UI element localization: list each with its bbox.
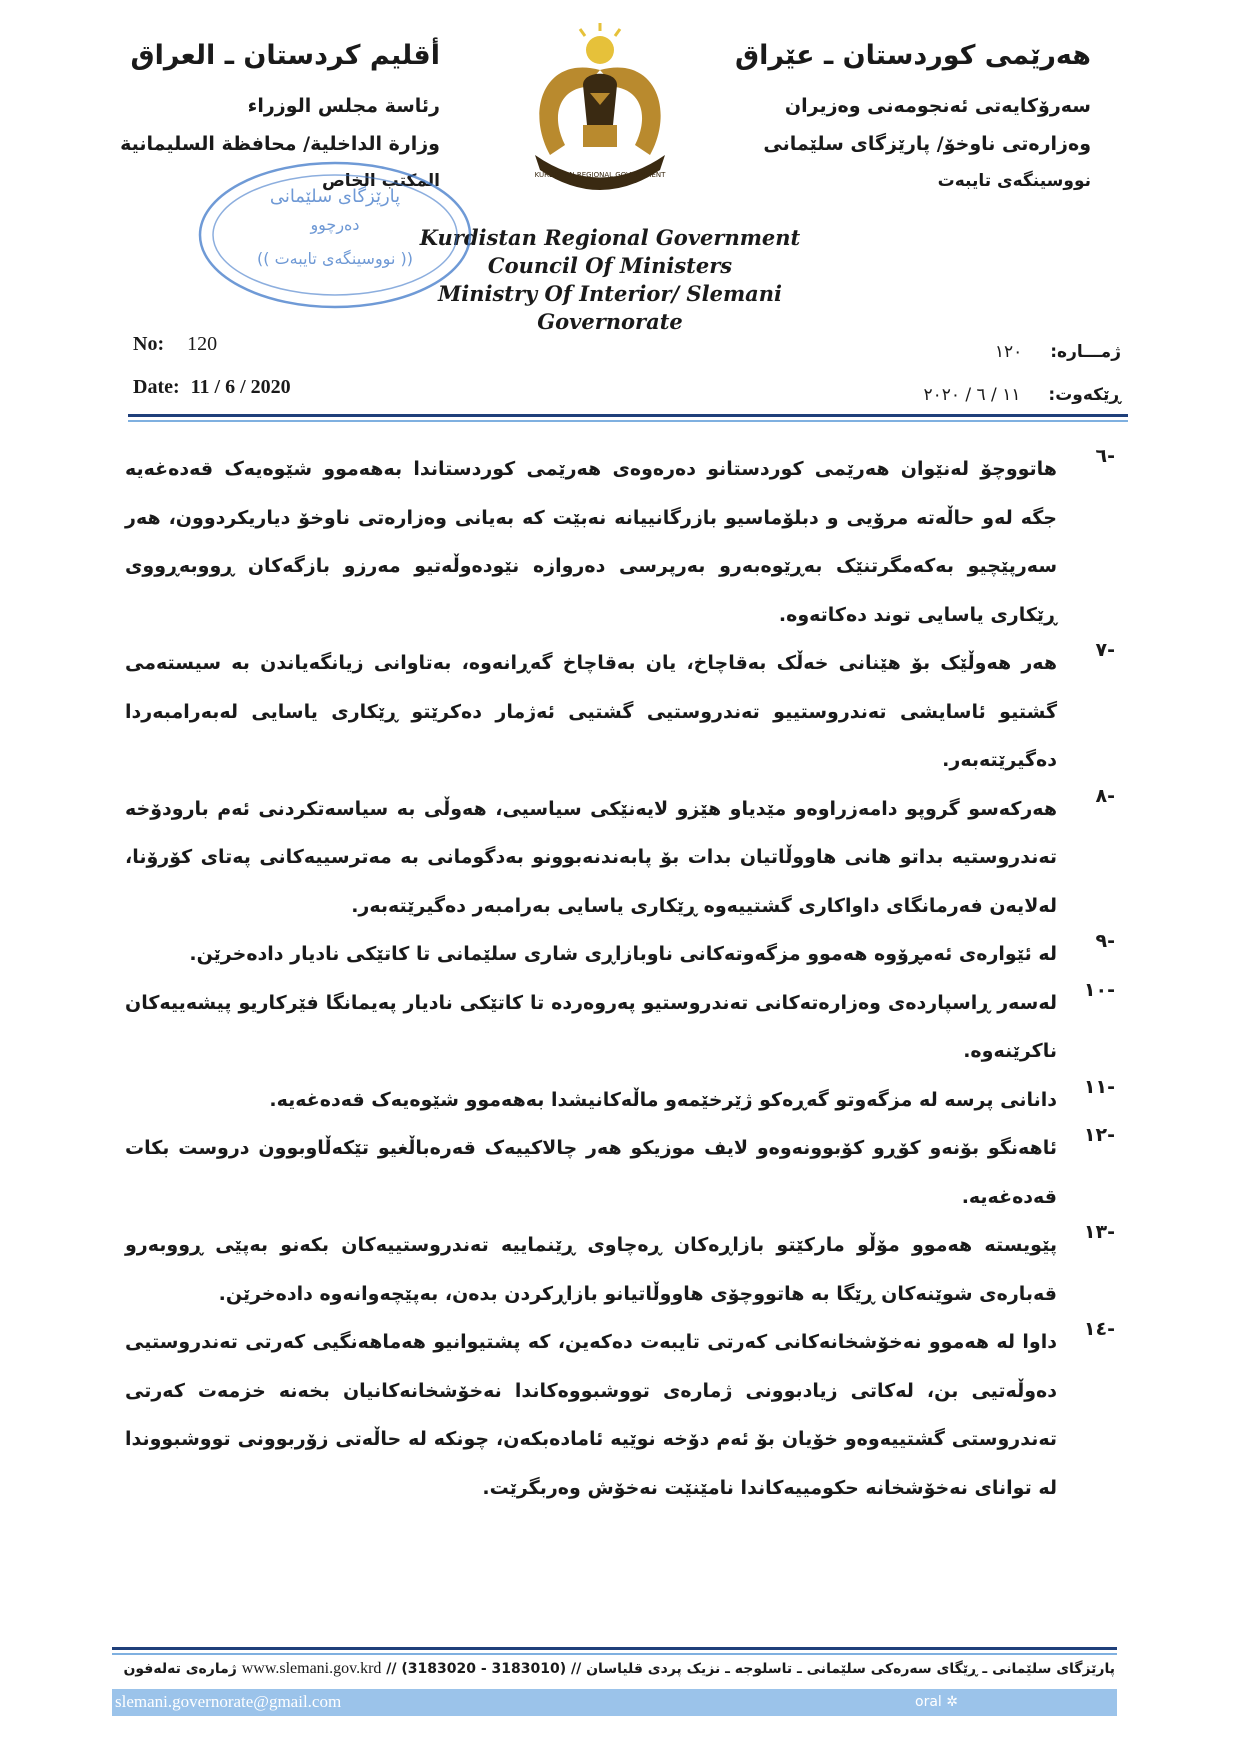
official-stamp: [195, 150, 485, 320]
kurdish-council-line: سەرۆکایەتی ئەنجومەنی وەزیران: [784, 95, 1091, 117]
date-value: 11 / 6 / 2020: [190, 376, 291, 398]
reference-number: [133, 333, 217, 356]
flower-icon: ✲: [946, 1694, 958, 1710]
english-govt-line: Kurdistan Regional Government: [419, 225, 801, 250]
item-number: -١٢: [1083, 1124, 1115, 1146]
footer-contact-line: پارێزگای سلێمانی ـ ڕێگای سەرەکی سلێمانی ـ تاسلوجە ـ نزیک پردی قلیاسان // www.slemani.gov.krd // (3183020 - 3183010) ژمارەی تەلەفون: [123, 1660, 1115, 1677]
header-divider-light: [128, 420, 1128, 422]
item-number: -٨: [1095, 784, 1115, 807]
kurdish-ministry-line: وەزارەتی ناوخۆ/ پارێزگای سلێمانی: [763, 133, 1091, 155]
list-item: [125, 930, 1115, 979]
arabic-ministry-line: وزارة الداخلية/ محافظة السليمانية: [120, 133, 440, 155]
reference-date-kurdish: [923, 385, 1121, 405]
emblem-caption: KURDISTAN REGIONAL GOVERNMENT: [534, 171, 666, 179]
item-number: -١٠: [1083, 978, 1115, 1001]
date-label: Date:: [133, 376, 180, 398]
list-item: [125, 1076, 1115, 1125]
item-text: دانانی پرسە لە مزگەوتو گەڕەکو ژێرخێمەو ماڵەکانیشدا بەهەموو شێوەیەک قەدەغەیە.: [269, 1088, 1057, 1111]
item-text: ئاهەنگو بۆنەو کۆڕو کۆبوونەوەو لایف موزیکو هەر چالاکییەک قەرەباڵغیو تێکەڵاوبوون دروست بکات قەدەغەیە.: [125, 1137, 1057, 1208]
no-value: 120: [187, 333, 218, 355]
item-text: هاتووچۆ لەنێوان هەرێمی کوردستانو دەرەوەی هەرێمی کوردستاندا بەهەموو شێوەیەک قەدەغەیە جگە لەو حاڵەتە مرۆیی و دبلۆماسیو بازرگانییانە نەبێت کە بەیانی وەزارەتی ناوخۆ دیاریکردوون، هەر سەرپێچیو بەکەمگرتنێک بەڕێوەبەرو بەرپرسی دەروازە نێودەوڵەتیو مەرزو بازگەکان ڕووبەڕووی ڕێکاری یاسایی توند دەکاتەوە.: [125, 458, 1057, 626]
list-item: [125, 1221, 1115, 1318]
date-value-kurdish: ١١ / ٦ / ٢٠٢٠: [923, 385, 1021, 405]
kurdish-header: [735, 40, 1091, 207]
footer-brand-label: oral: [915, 1694, 942, 1710]
arabic-office-line: المكتب الخاص: [321, 171, 440, 191]
arabic-council-line: رئاسة مجلس الوزراء: [247, 95, 440, 117]
footer-email[interactable]: slemani.governorate@gmail.com: [115, 1692, 342, 1711]
list-item: [125, 1318, 1115, 1512]
kurdish-region-title: هەرێمی کوردستان ـ عێراق: [734, 40, 1091, 71]
reference-number-kurdish: [995, 342, 1121, 362]
footer-address: پارێزگای سلێمانی ـ ڕێگای سەرەکی سلێمانی ـ تاسلوجە ـ نزیک پردی قلیاسان: [586, 1661, 1115, 1677]
arabic-region-title: أقليم كردستان ـ العراق: [130, 40, 440, 71]
stamp-line-3: (( نووسینگەی تایبەت )): [257, 249, 413, 268]
number-label-kurdish: ژمـــارە:: [1050, 342, 1121, 362]
item-text: لە ئێوارەی ئەمڕۆوە هەموو مزگەوتەکانی ناوبازاڕی شاری سلێمانی تا کاتێکی نادیار دادەخرێن.: [189, 943, 1057, 965]
item-number: -٩: [1095, 930, 1115, 952]
number-value-kurdish: ١٢٠: [994, 342, 1023, 362]
list-item: [125, 1124, 1115, 1221]
item-number: -٦: [1095, 445, 1115, 467]
reference-date: [133, 376, 291, 399]
item-number: -١٤: [1083, 1318, 1115, 1340]
item-number: -١٣: [1083, 1221, 1115, 1243]
item-number: -٧: [1095, 639, 1115, 661]
footer-divider-light: [112, 1653, 1117, 1655]
stamp-line-2: دەرچوو: [310, 215, 360, 234]
footer-website[interactable]: www.slemani.gov.krd: [241, 1660, 382, 1677]
footer-divider-dark: [112, 1647, 1117, 1650]
list-item: [125, 445, 1115, 639]
stamp-line-1: پارێزگای سلێمانی: [269, 186, 401, 207]
item-text: پێویستە هەموو مۆڵو مارکێتو بازاڕەکان ڕەچاوی ڕێنماییە تەندروستییەکان بکەنو بەپێی ڕووبەرو قەبارەی شوێنەکان ڕێگا بە هاتووچۆی هاووڵاتیانو بازاڕکردن بدەن، بەپێچەوانەوە دادەخرێن.: [125, 1234, 1057, 1305]
item-number: -١١: [1083, 1075, 1115, 1098]
list-item: [125, 979, 1115, 1076]
kurdish-office-line: نووسینگەی تایبەت: [937, 171, 1091, 191]
date-label-kurdish: ڕێکەوت:: [1048, 385, 1121, 405]
list-item: [125, 785, 1115, 931]
english-ministry-line: Ministry Of Interior/ Slemani Governorate: [437, 281, 783, 334]
no-label: No:: [133, 333, 165, 355]
english-council-line: Council Of Ministers: [487, 253, 733, 278]
document-body: [125, 445, 1115, 1512]
item-text: لەسەر ڕاسپاردەی وەزارەتەکانی تەندروستیو پەروەردە تا کاتێکی نادیار پەیمانگا فێرکاریو پیشەییەکان ناکرێنەوە.: [125, 991, 1057, 1062]
krg-emblem-logo: [505, 15, 695, 215]
item-text: داوا لە هەموو نەخۆشخانەکانی کەرتی تایبەت دەکەین، کە پشتیوانیو هەماهەنگیی کەرتی تەندروستیی دەوڵەتیی بن، لەکاتی زیادبوونی ژمارەی تووشبووەکاندا نەخۆشخانەکانیان بخەنە خزمەت کەرتی تەندروستی گشتییەوەو خۆیان بۆ ئەم دۆخە نوێیە ئامادەبکەن، چونکە لە حاڵەتی زۆربوونی تووشبووندا لە توانای نەخۆشخانە حکومییەکاندا نامێنێت نەخۆش وەربگرێت.: [125, 1331, 1057, 1499]
list-item: [125, 639, 1115, 785]
item-text: هەر هەوڵێک بۆ هێنانی خەڵک بەقاچاخ، یان بەقاچاخ گەڕانەوە، بەتاوانی زیانگەیاندن بە سیستەمی گشتیو ئاسایشی تەندروستییو تەندروستیی گشتیی ئەژمار دەکرێتو ڕێکاری یاسایی لەبەرامبەردا دەگیرێتەبەر.: [125, 652, 1057, 771]
footer-brand: [915, 1694, 958, 1710]
header-divider-dark: [128, 414, 1128, 417]
item-text: هەرکەسو گروپو دامەزراوەو مێدیاو هێزو لایەنێکی سیاسیی، هەوڵی بە سیاسەتکردنی ئەم بارودۆخە تەندروستیە بداتو هانی هاووڵاتیان بدات بۆ پابەندنەبوونو بەدگومانی بە مەترسییەکانی پەتای کۆرۆنا، لەلایەن فەرمانگای داواکاری گشتییەوە ڕێکاری یاسایی بەرامبەر دەگیرێتەبەر.: [125, 797, 1057, 917]
footer-phone: (3183020 - 3183010) ژمارەی تەلەفون: [123, 1661, 567, 1677]
